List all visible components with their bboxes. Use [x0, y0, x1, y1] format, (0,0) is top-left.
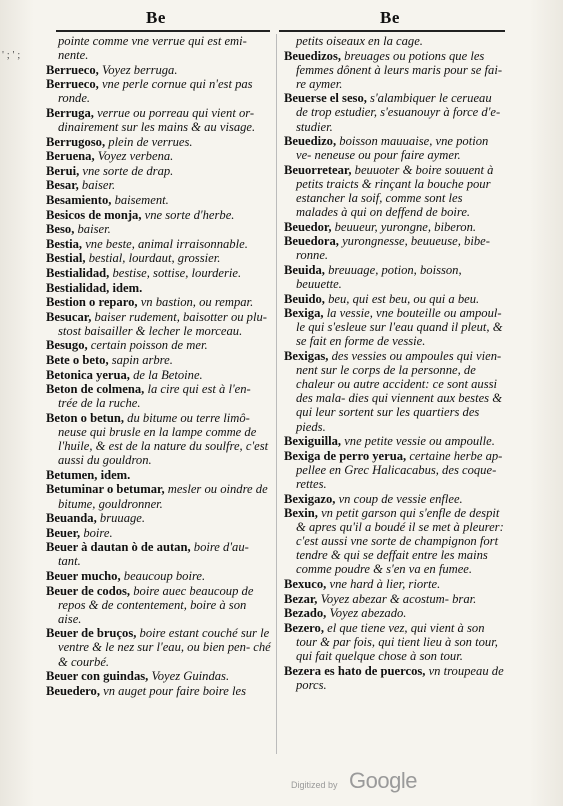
entry-definition: beu, qui est beu, ou qui a beu. [328, 291, 480, 306]
entry-headword: Bezero, [284, 620, 328, 635]
column-gutter [276, 34, 277, 754]
entry-definition: mesler ou oindre de bitume, gouldronner. [58, 482, 268, 511]
entry-definition: sapin arbre. [111, 353, 173, 368]
left-column [46, 34, 272, 698]
right-column [284, 34, 506, 692]
entry-definition: des vessies ou ampoules qui vien- nent sur le corps de la personne, de chaleur ou autre accident: ce sont aussi des mala- dies qui viennent aux bestes & qui leur sortent sur les quartiers des pieds. [296, 349, 503, 434]
entry-headword: Beuedizos, [284, 48, 345, 63]
entry-headword: Beruena, [46, 149, 98, 164]
entry-headword: Bete o beto, [46, 353, 112, 368]
running-header [0, 4, 563, 30]
entry-definition: boire auec beaucoup de repos & de contentement, boire à son aise. [58, 583, 254, 626]
entry-headword: Beton o betun, [46, 410, 128, 425]
dictionary-entry [284, 34, 506, 48]
entry-definition: vn auget pour faire boire les [103, 683, 246, 698]
entry-headword: Berrugoso, [46, 134, 109, 149]
dictionary-entry [46, 626, 272, 668]
header-right: Be [380, 8, 400, 27]
entry-definition: bruuage. [99, 511, 146, 526]
entry-definition: vne beste, animal irraisonnable. [85, 236, 248, 251]
entry-definition: Voyez abezado. [329, 606, 407, 621]
entry-headword: Berrueco, [46, 77, 102, 92]
entry-definition: petits oiseaux en la cage. [296, 34, 423, 48]
dictionary-entry [46, 266, 272, 280]
entry-headword: Bestion o reparo, [46, 295, 141, 310]
entry-definition: breuuage, potion, boisson, beuuette. [296, 263, 462, 292]
entry-headword: Beuido, [284, 291, 329, 306]
header-left: Be [146, 8, 166, 27]
entry-definition: certain poisson de mer. [90, 338, 208, 353]
entry-headword: Berrueco, [46, 62, 102, 77]
dictionary-entry [284, 234, 506, 262]
dictionary-entry [46, 164, 272, 178]
entry-headword: Bezado, [284, 606, 330, 621]
dictionary-entry [284, 506, 506, 576]
dictionary-entry [46, 411, 272, 467]
entry-definition: yurongnesse, beuueuse, bibe- ronne. [296, 234, 490, 263]
entry-headword: Beuer, [46, 525, 84, 540]
entry-headword: Bestialidad, [46, 266, 113, 280]
dictionary-entry [46, 208, 272, 222]
dictionary-entry [46, 482, 272, 510]
dictionary-entry [284, 664, 506, 692]
entry-headword: Bestia, [46, 236, 86, 251]
entry-headword: Bexigazo, [284, 491, 339, 506]
entry-definition: vne petite vessie ou ampoulle. [344, 434, 495, 449]
entry-definition: pointe comme vne verrue qui est emi- nente. [58, 34, 247, 63]
entry-definition: baiser. [81, 178, 116, 193]
dictionary-entry [46, 540, 272, 568]
dictionary-entry [46, 295, 272, 309]
dictionary-entry [284, 91, 506, 133]
entry-definition: el que tiene vez, qui vient à son tour & par fois, qui tient lieu à son tour, qui fait quelque chose à son tour. [296, 620, 498, 664]
dictionary-entry [46, 77, 272, 105]
dictionary-entry [284, 577, 506, 591]
entry-headword: Bezera es hato de puercos, [284, 663, 429, 678]
dictionary-entry [46, 281, 272, 295]
dictionary-entry [46, 34, 272, 62]
dictionary-entry [284, 349, 506, 434]
entry-headword: Bexin, [284, 506, 322, 521]
entry-definition: certaine herbe ap- pellee en Grec Halicacabus, des coque- rettes. [296, 448, 503, 491]
entry-headword: Besugo, [46, 338, 91, 353]
dictionary-entry [284, 449, 506, 491]
dictionary-entry [284, 49, 506, 91]
entry-definition: de la Betoine. [133, 367, 203, 382]
entry-definition: beaucoup boire. [123, 568, 206, 583]
entry-definition: baiser rudement, baisotter ou plu- stost baisailler & lecher le morceau. [58, 309, 267, 338]
entry-headword: Beuedor, [284, 219, 335, 234]
entry-definition: Voyez abezar & acostum- brar. [320, 591, 477, 606]
dictionary-entry [284, 621, 506, 663]
entry-headword: Betuminar o betumar, [46, 482, 168, 497]
entry-headword: Berruga, [46, 105, 98, 120]
dictionary-entry [284, 220, 506, 234]
google-logo: Google [349, 768, 417, 793]
entry-headword: Beuer à dautan ò de autan, [46, 540, 194, 555]
entry-headword: Beuer de bruços, [46, 626, 140, 641]
entry-definition: baisement. [114, 193, 169, 208]
dictionary-entry [46, 368, 272, 382]
entry-headword: Beuer con guindas, [46, 669, 152, 684]
entry-headword: Besar, [46, 178, 82, 193]
entry-headword: Beuedizo, [284, 134, 340, 149]
dictionary-entry [284, 306, 506, 348]
entry-headword: Beuedora, [284, 234, 343, 249]
entry-headword: Beuer de codos, [46, 583, 134, 598]
dictionary-entry [46, 222, 272, 236]
dictionary-entry [284, 492, 506, 506]
dictionary-entry [46, 193, 272, 207]
entry-headword: Beuedero, [46, 683, 104, 698]
entry-headword: Beuorretear, [284, 162, 355, 177]
dictionary-entry [46, 106, 272, 134]
entry-headword: Bexuco, [284, 577, 330, 592]
entry-headword: Betonica yerua, [46, 367, 134, 382]
entry-definition: baiser. [77, 222, 111, 237]
dictionary-entry [46, 684, 272, 698]
entry-definition: boisson mauuaise, vne potion ve- neneuse ou pour faire aymer. [296, 134, 489, 163]
entry-definition: s'alambiquer le cerueau de trop estudier, s'esuanouyr à force d'e- studier. [296, 91, 501, 134]
dictionary-entry [284, 263, 506, 291]
entry-definition: vne hard à lier, riorte. [329, 577, 441, 592]
dictionary-entry [46, 149, 272, 163]
entry-definition: Voyez Guindas. [151, 669, 230, 684]
dictionary-entry [46, 310, 272, 338]
dictionary-entry [46, 135, 272, 149]
entry-headword: Bexiguilla, [284, 434, 345, 449]
entry-headword: Beso, [46, 222, 78, 237]
entry-definition: Voyez berruga. [101, 62, 178, 77]
dictionary-entry [284, 434, 506, 448]
entry-definition: boire. [83, 525, 113, 540]
dictionary-entry [46, 526, 272, 540]
entry-headword: Besicos de monja, [46, 207, 145, 222]
entry-definition: vn petit garson qui s'enfle de despit & apres qu'il a boudé il se met à pleurer: c'est aussi vne sorte de champignon fort tendre & qui se deffait entre les mains comme poudre & s'en va en fumee. [296, 506, 504, 577]
entry-headword: Betumen, idem. [46, 467, 131, 482]
dictionary-entry [46, 237, 272, 251]
dictionary-entry [284, 163, 506, 219]
entry-definition: vn bastion, ou rempar. [140, 295, 254, 310]
entry-definition: Voyez verbena. [97, 149, 174, 164]
entry-headword: Bestialidad, idem. [46, 280, 143, 295]
entry-headword: Bezar, [284, 591, 321, 606]
entry-headword: Beuer mucho, [46, 568, 124, 583]
entry-headword: Bexiga, [284, 306, 327, 321]
entry-definition: boire estant couché sur le ventre & le nez sur l'eau, ou bien pen- ché & courbé. [58, 626, 271, 669]
entry-headword: Bestial, [46, 251, 89, 266]
dictionary-entry [46, 584, 272, 626]
entry-definition: beuuoter & boire souuent à petits traicts & rinçant la bouche pour estancher la soif, comme sont les malades à qui on deffend de boire. [296, 162, 494, 220]
dictionary-entry [46, 669, 272, 683]
entry-definition: vne sorte d'herbe. [144, 207, 235, 222]
entry-definition: la vessie, vne bouteille ou ampoul- le qui s'esleue sur l'eau quand il pleut, & se fait en forme de vessie. [296, 306, 503, 349]
entry-definition: breuages ou potions que les femmes dônent à leurs maris pour se fai- re aymer. [296, 48, 503, 91]
dictionary-entry [284, 292, 506, 306]
entry-headword: Beton de colmena, [46, 382, 148, 397]
entry-headword: Beuida, [284, 263, 329, 277]
dictionary-entry [46, 353, 272, 367]
dictionary-entry [46, 251, 272, 265]
dictionary-entry [46, 178, 272, 192]
header-rule-right [279, 30, 505, 32]
dictionary-entry [46, 468, 272, 482]
entry-headword: Bexigas, [284, 349, 332, 364]
entry-definition: vn troupeau de porcs. [296, 663, 504, 692]
entry-definition: la cire qui est à l'en- trée de la ruche. [58, 382, 251, 411]
dictionary-entry [46, 569, 272, 583]
digitized-by-google-watermark [291, 768, 441, 796]
entry-definition: vne perle cornue qui n'est pas ronde. [58, 77, 253, 106]
entry-definition: vn coup de vessie enflee. [338, 491, 463, 506]
entry-headword: Besucar, [46, 309, 95, 324]
entry-headword: Besamiento, [46, 193, 115, 208]
dictionary-entry [46, 338, 272, 352]
entry-definition: plein de verrues. [108, 134, 193, 149]
entry-definition: bestise, sottise, lourderie. [112, 266, 242, 280]
dictionary-entry [46, 382, 272, 410]
dictionary-entry [46, 63, 272, 77]
watermark-prefix: Digitized by [291, 780, 338, 790]
header-rule-left [56, 30, 270, 32]
entry-headword: Beuerse el seso, [284, 91, 371, 106]
dictionary-entry [284, 134, 506, 162]
margin-marks: ' ; ' ; [2, 49, 21, 61]
entry-headword: Beuanda, [46, 511, 100, 526]
entry-definition: du bitume ou terre limô- neuse qui brusle en la lampe comme de l'huile, & est de la nature du soulfre, c'est aussi du gouldron. [58, 410, 269, 468]
entry-headword: Berui, [46, 163, 83, 178]
entry-definition: vne sorte de drap. [82, 163, 174, 178]
entry-headword: Bexiga de perro yerua, [284, 448, 410, 463]
entry-definition: bestial, lourdaut, grossier. [88, 251, 221, 266]
entry-definition: beuueur, yurongne, biberon. [334, 219, 477, 234]
dictionary-entry [46, 511, 272, 525]
entry-definition: verrue ou porreau qui vient or- dinairement sur les mains & au visage. [58, 105, 256, 135]
dictionary-entry [284, 592, 506, 606]
entry-definition: boire d'au- tant. [58, 540, 249, 569]
dictionary-entry [284, 606, 506, 620]
